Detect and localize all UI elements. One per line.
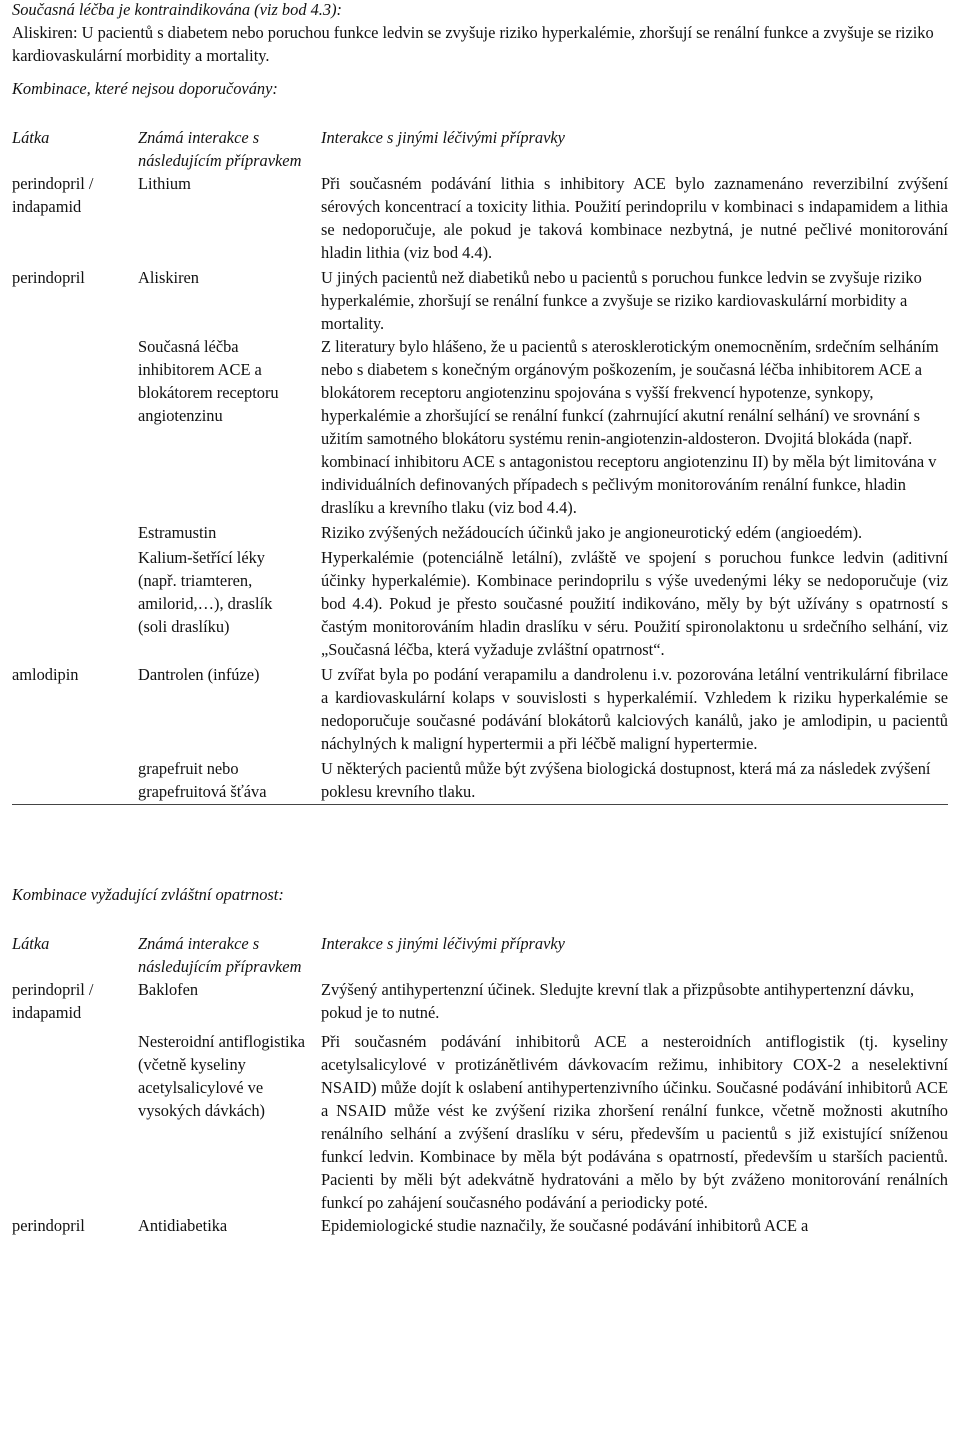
header-other-interactions: Interakce s jinými léčivými přípravky — [321, 128, 565, 147]
contraindication-heading: Současná léčba je kontraindikována (viz bod 4.3): — [12, 0, 343, 19]
row-substance: perindopril — [12, 268, 85, 287]
row-substance: perindopril / indapamid — [12, 980, 94, 1022]
aliskiren-statement: Aliskiren: U pacientů s diabetem nebo poruchou funkce ledvin se zvyšuje riziko hyperkalémie, zhoršují se renální funkce a zvyšuje se riziko kardiovaskulární morbidity a mortality. — [12, 23, 934, 65]
row-interaction: Nesteroidní antiflogistika (včetně kyseliny acetylsalicylové ve vysokých dávkách) — [138, 1032, 306, 1120]
table-row — [12, 335, 948, 521]
row-interaction: Lithium — [138, 174, 191, 193]
row-text: U jiných pacientů než diabetiků nebo u pacientů s poruchou funkce ledvin se zvyšuje riziko hyperkalémie, zhoršují se renální funkce a zvyšuje se riziko kardiovaskulární morbidity a mortality. — [321, 268, 922, 333]
row-substance: perindopril — [12, 1216, 85, 1235]
table-row — [12, 521, 948, 546]
intro-block — [12, 0, 948, 67]
row-interaction: Aliskiren — [138, 268, 200, 287]
table-row — [12, 266, 948, 335]
row-substance — [12, 1030, 138, 1214]
row-text: U některých pacientů může být zvýšena biologická dostupnost, která má za následek zvýšení poklesu krevního tlaku. — [321, 757, 948, 805]
row-substance — [12, 521, 138, 546]
row-substance — [12, 335, 138, 521]
table-row — [12, 172, 948, 266]
table-header-row — [12, 932, 948, 978]
table-row — [12, 1214, 948, 1237]
table-header-row — [12, 126, 948, 172]
special-caution-table — [12, 932, 948, 1237]
row-text: U zvířat byla po podání verapamilu a dandrolenu i.v. pozorována letální ventrikulární fibrilace a kardiovaskulární kolaps v souvislosti s hyperkalémií. Vzhledem k riziku hyperkalémie se nedoporučuje současné podávání blokátorů kalciových kanálů, jako je amlodipin, u pacientů náchylných k maligní hypertermii a při léčbě maligní hypertermie. — [321, 665, 948, 753]
row-text: Zvýšený antihypertenzní účinek. Sledujte krevní tlak a přizpůsobte antihypertenzní dávku, pokud je to nutné. — [321, 980, 915, 1022]
row-text: Při současném podávání inhibitorů ACE a nesteroidních antiflogistik (tj. kyseliny acetylsalicylové v protizánětlivém dávkovacím režimu, inhibitory COX-2 a neselektivní NSAID) může dojít k oslabení antihypertenzivního účinku. Současné podávání inhibitorů ACE a NSAID může vést ke zvýšení rizika zhoršení renální funkce, včetně možnosti akutního renálního selhání a zvýšení draslíku v séru, především u pacientů s již existující sníženou funkcí ledvin. Kombinace by měla být podávána s opatrností, především u starších pacientů. Pacienti by měli být adekvátně hydratováni a mělo by být zváženo monitorování renálních funkcí po zahájení současného podávání a periodicky poté. — [321, 1032, 948, 1212]
row-interaction: Dantrolen (infúze) — [138, 665, 260, 684]
row-text: Z literatury bylo hlášeno, že u pacientů s aterosklerotickým onemocněním, srdečním selháním nebo s diabetem s konečným orgánovým poškozením, je současná léčba inhibitorem ACE a blokátorem receptoru angiotenzinu spojována s vyšší frekvencí hypotenze, synkopy, hyperkalémie a zhoršující se renální funkcí (zahrnující akutní renální selhání) ve srovnání s užitím samotného blokátoru systému renin-angiotenzin-aldosteron. Dvojitá blokáda (např. kombinací inhibitoru ACE s antagonistou receptoru angiotenzinu II) by měla být limitována v individuálních definovaných případech s pečlivým monitorováním renální funkce, hladin draslíku a krevního tlaku (viz bod 4.4). — [321, 337, 939, 517]
row-interaction: Současná léčba inhibitorem ACE a blokátorem receptoru angiotenzinu — [138, 337, 279, 425]
row-substance — [12, 546, 138, 663]
table-row — [12, 757, 948, 805]
row-text: Riziko zvýšených nežádoucích účinků jako je angioneurotický edém (angioedém). — [321, 523, 863, 542]
row-substance: perindopril / indapamid — [12, 174, 94, 216]
row-text: Při současném podávání lithia s inhibitory ACE bylo zaznamenáno reverzibilní zvýšení sérových koncentrací a toxicity lithia. Použití perindoprilu v kombinaci s indapamidem a lithia se nedoporučuje, ale pokud je taková kombinace nezbytná, je nutné pečlivé monitorování hladin lithia (viz bod 4.4). — [321, 174, 948, 262]
row-text: Hyperkalémie (potenciálně letální), zvláště ve spojení s poruchou funkce ledvin (aditivní účinky hyperkalémie). Kombinace perindoprilu s výše uvedenými léky se nedoporučuje (viz bod 4.4). Pokud je přesto současné použití indikováno, měly by být užívány s opatrností s častým monitorováním hladin draslíku v séru. Použití spironolaktonu u srdečního selhání, viz „Současná léčba, která vyžaduje zvláštní opatrnost“. — [321, 548, 948, 659]
header-substance: Látka — [12, 934, 50, 953]
table-row — [12, 663, 948, 757]
table-row — [12, 546, 948, 663]
row-interaction: Estramustin — [138, 523, 217, 542]
header-known-interaction: Známá interakce s následujícím přípravkem — [138, 934, 302, 976]
row-interaction: Kalium-šetřící léky (např. triamteren, amilorid,…), draslík (soli draslíku) — [138, 548, 273, 636]
document-page — [12, 0, 948, 1237]
section-heading-special-caution: Kombinace vyžadující zvláštní opatrnost: — [12, 885, 284, 904]
table-row — [12, 1030, 948, 1214]
section-heading-not-recommended: Kombinace, které nejsou doporučovány: — [12, 79, 278, 98]
not-recommended-table — [12, 126, 948, 805]
table-row — [12, 978, 948, 1030]
header-substance: Látka — [12, 128, 50, 147]
row-text: Epidemiologické studie naznačily, že současné podávání inhibitorů ACE a — [321, 1216, 809, 1235]
row-substance: amlodipin — [12, 665, 79, 684]
row-interaction: Baklofen — [138, 980, 199, 999]
header-known-interaction: Známá interakce s následujícím přípravkem — [138, 128, 302, 170]
row-interaction: Antidiabetika — [138, 1216, 228, 1235]
row-substance — [12, 757, 138, 805]
header-other-interactions: Interakce s jinými léčivými přípravky — [321, 934, 565, 953]
row-interaction: grapefruit nebo grapefruitová šťáva — [138, 757, 321, 805]
